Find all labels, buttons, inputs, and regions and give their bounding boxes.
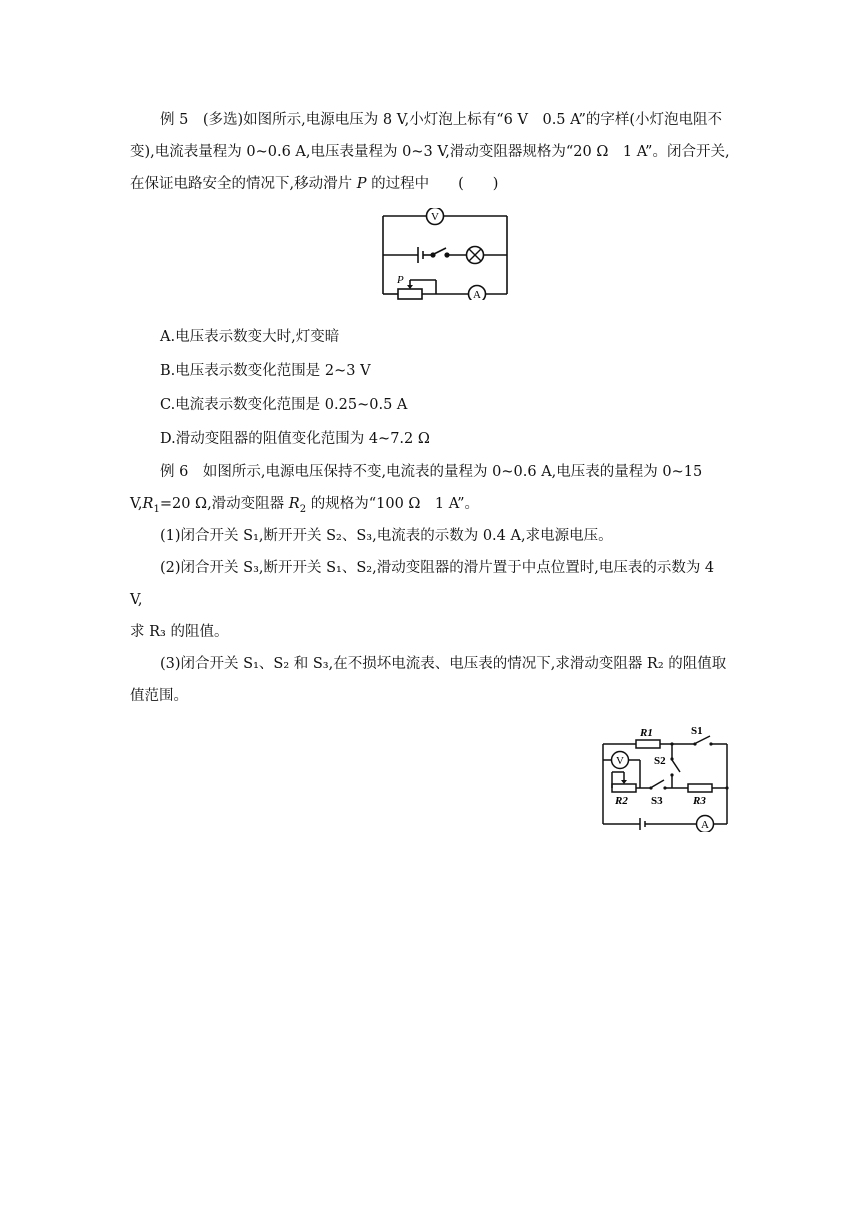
worksheet-page — [130, 104, 730, 831]
example5-text-line1: (多选)如图所示,电源电压为 8 V,小灯泡上标有“6 V 0.5 A”的字样(小灯泡电阻不 — [202, 112, 723, 128]
example6-circuit-diagram — [600, 722, 730, 832]
r2-label: R2 — [615, 795, 628, 807]
example6-q3-line1: (3)闭合开关 S₁、S₂ 和 S₃,在不损坏电流表、电压表的情况下,求滑动变阻器 R₂ 的阻值取 — [160, 656, 727, 672]
s2-label: S2 — [654, 755, 666, 767]
example6-label: 例 6 — [160, 464, 189, 480]
option-b: B.电压表示数变化范围是 2~3 V — [160, 363, 371, 379]
example5-label: 例 5 — [160, 112, 189, 128]
example5-circuit-diagram — [380, 208, 510, 300]
ammeter-label: A — [473, 289, 481, 300]
r3-label: R3 — [693, 795, 706, 807]
example6-q3-line2: 值范围。 — [130, 688, 188, 704]
s1-label: S1 — [691, 725, 703, 737]
example5-question — [130, 104, 730, 136]
voltmeter-label: V — [431, 211, 439, 223]
s3-label: S3 — [651, 795, 663, 807]
lamp-icon — [467, 247, 484, 264]
slider-p-label: P — [356, 176, 367, 192]
svg-text:V: V — [616, 755, 624, 767]
option-a: A.电压表示数变大时,灯变暗 — [160, 329, 340, 345]
option-c: C.电流表示数变化范围是 0.25~0.5 A — [160, 397, 408, 413]
example6-q2-line1: (2)闭合开关 S₃,断开开关 S₁、S₂,滑动变阻器的滑片置于中点位置时,电压表的示数为 4 V, — [130, 560, 715, 608]
example5-text-line3: 在保证电路安全的情况下,移动滑片 P 的过程中 ( ) — [130, 176, 499, 192]
example6-q2-line2: 求 R₃ 的阻值。 — [130, 624, 229, 640]
example6-intro-line2: $V,R_1=20$ Ω,滑动变阻器 $R_2$ 的规格为“100 Ω 1 A”。 — [130, 496, 480, 515]
example6-q1: (1)闭合开关 S₁,断开开关 S₂、S₃,电流表的示数为 0.4 A,求电源电压。 — [160, 528, 613, 544]
svg-text:A: A — [701, 819, 709, 831]
example5-text-line2: 变),电流表量程为 0~0.6 A,电压表量程为 0~3 V,滑动变阻器规格为“20 Ω 1 A”。闭合开关, — [130, 144, 730, 160]
option-d: D.滑动变阻器的阻值变化范围为 4~7.2 Ω — [160, 431, 430, 447]
r1-label: R1 — [640, 727, 653, 739]
r2-symbol: R — [288, 496, 300, 512]
example6-intro-line1: 例 6 如图所示,电源电压保持不变,电流表的量程为 0~0.6 A,电压表的量程为 0~15 — [160, 464, 703, 480]
r1-symbol: R — [142, 496, 154, 512]
rheostat-p-label: P — [397, 274, 404, 286]
